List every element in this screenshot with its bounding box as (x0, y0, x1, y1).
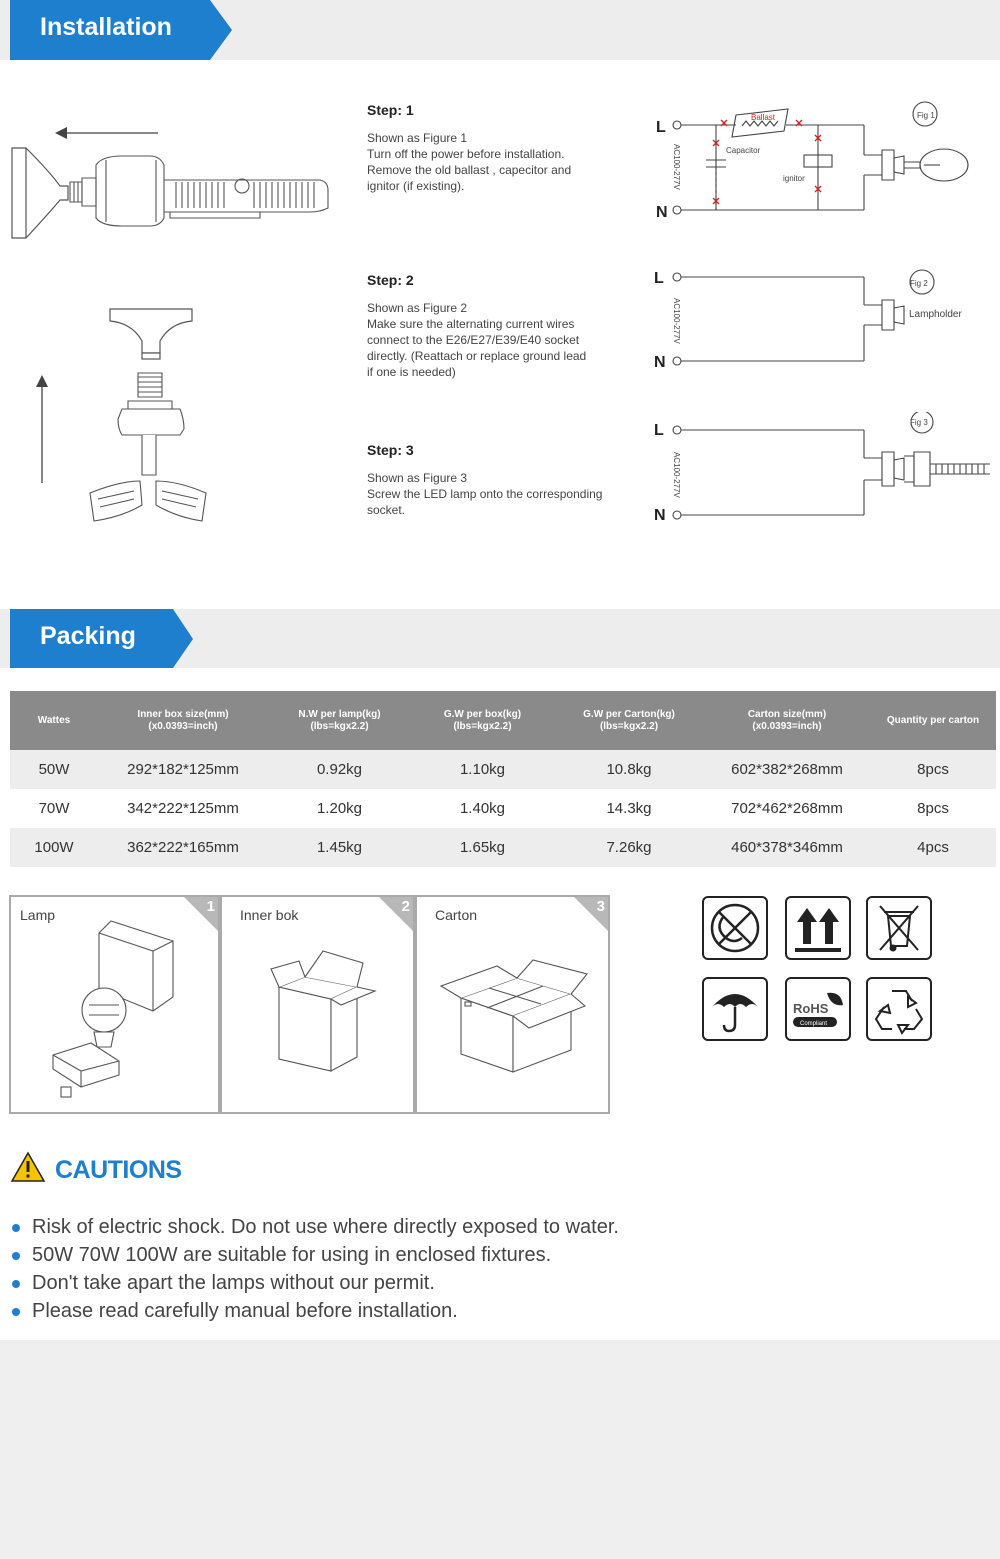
pack-box-inner-bok (220, 895, 415, 1114)
list-item: Risk of electric shock. Do not use where directly exposed to water. (12, 1213, 619, 1241)
socket-fixture-icon (12, 148, 68, 238)
cautions-heading: CAUTIONS (55, 1156, 182, 1184)
install-arrow-icon (36, 375, 48, 483)
table-cell: 342*222*125mm (127, 800, 239, 817)
pack-box-inner-bok-number: 2 (401, 898, 410, 915)
table-cell: 8pcs (917, 800, 949, 817)
fig2-voltage-label: AC100-277V (672, 298, 681, 344)
table-cell: 1.10kg (411, 750, 554, 789)
list-item: Please read carefully manual before installation. (12, 1297, 619, 1325)
lamp-install-illustration (30, 305, 230, 535)
fig2-lampholder-label: Lampholder (909, 309, 962, 320)
pack-box-lamp-title: Lamp (20, 907, 56, 923)
pack-box-lamp (9, 895, 220, 1114)
lamp-removal-illustration (10, 120, 330, 245)
packing-tab-arrow (173, 609, 193, 668)
step-2-title: Step: 2 (367, 272, 414, 288)
table-cell: 292*182*125mm (98, 750, 268, 789)
table-cell: 50W (10, 750, 98, 789)
fig3-tag: Fig 3 (910, 418, 928, 427)
pack-box-carton-number: 3 (596, 898, 605, 915)
installation-header-band (0, 0, 1000, 60)
table-row (10, 789, 996, 828)
fig1-capacitor-label: Capacitor (726, 146, 761, 155)
table-cell: 702*462*268mm (731, 800, 843, 817)
header-quantity-per-carton: Quantity per carton (870, 691, 996, 750)
table-cell: 602*382*268mm (704, 750, 870, 789)
header-inner-box-size: Inner box size(mm) (x0.0393=inch) (98, 691, 268, 750)
installation-tab-arrow (210, 0, 232, 60)
installation-header-tab (10, 0, 210, 60)
deformable-led-lamp-icon (90, 373, 206, 521)
step-1-title: Step: 1 (367, 102, 414, 118)
step-2-body: Shown as Figure 2 Make sure the alternating current wires connect to the E26/E27/E39/E40 socket directly. (Reattach or replace ground lead if one is needed) (367, 301, 587, 379)
fig3-neutral-label: N (654, 507, 666, 524)
table-cell: 100W (10, 828, 98, 867)
inner-box-icon (267, 947, 382, 1077)
fig1-ignitor-label: ignitor (783, 174, 805, 183)
packing-table-header-row (10, 691, 996, 750)
table-cell: 70W (38, 800, 70, 817)
no-hooks-icon (702, 896, 768, 960)
fig3-line-label: L (654, 422, 664, 439)
wiring-figure-2 (650, 262, 990, 374)
table-cell: 0.92kg (268, 750, 411, 789)
table-row (10, 828, 996, 867)
ceiling-socket-icon (110, 309, 192, 359)
fig1-line-label: L (656, 119, 666, 136)
table-cell: 10.8kg (554, 750, 704, 789)
step-3-title: Step: 3 (367, 442, 414, 458)
table-cell: 362*222*165mm (98, 828, 268, 867)
step-3-body: Shown as Figure 3 Screw the LED lamp onto the corresponding socket. (367, 471, 603, 517)
packing-heading: Packing (40, 622, 136, 650)
list-item: 50W 70W 100W are suitable for using in enclosed fixtures. (12, 1241, 619, 1269)
step-3 (367, 442, 627, 518)
fig1-ballast-label: Ballast (751, 113, 776, 122)
table-cell: 14.3kg (606, 800, 652, 817)
step-2 (367, 272, 627, 380)
led-lamp-side-icon (70, 156, 328, 226)
keep-dry-icon (702, 977, 768, 1041)
recycle-icon (866, 977, 932, 1041)
fig2-neutral-label: N (654, 354, 666, 371)
table-cell: 460*378*346mm (704, 828, 870, 867)
pack-box-carton-title: Carton (435, 907, 478, 923)
weee-bin-icon (866, 896, 932, 960)
installation-heading: Installation (40, 13, 172, 41)
pack-box-inner-bok-title: Inner bok (240, 907, 299, 923)
fig1-tag: Fig 1 (917, 111, 935, 120)
header-nw-per-lamp: N.W per lamp(kg) (lbs=kgx2.2) (268, 691, 411, 750)
table-cell: 4pcs (870, 828, 996, 867)
step-1 (367, 102, 627, 194)
fig1-neutral-label: N (656, 204, 668, 221)
footer-band (0, 1340, 1000, 1559)
packing-header-tab (10, 609, 173, 668)
table-cell: 1.40kg (459, 800, 506, 817)
lamp-exploded-icon (41, 915, 191, 1105)
list-item: Don't take apart the lamps without our permit. (12, 1269, 619, 1297)
header-carton-size: Carton size(mm) (x0.0393=inch) (704, 691, 870, 750)
fig2-tag: Fig 2 (910, 279, 928, 288)
table-row (10, 750, 996, 789)
wiring-figure-3 (650, 412, 990, 524)
header-gw-per-carton: G.W per Carton(kg) (lbs=kgx2.2) (554, 691, 704, 750)
wiring-figure-1 (650, 100, 990, 225)
cautions-list (12, 1213, 619, 1325)
step-1-body: Shown as Figure 1 Turn off the power before installation. Remove the old ballast , capecitor and ignitor (if existing). (367, 131, 572, 193)
table-cell: 1.20kg (316, 800, 363, 817)
table-cell: 8pcs (870, 750, 996, 789)
header-wattes: Wattes (10, 691, 98, 750)
warning-triangle-icon (10, 1151, 46, 1183)
removal-arrow-icon (55, 127, 158, 139)
pack-box-carton (415, 895, 610, 1114)
packing-table (10, 691, 996, 867)
packing-header-band (0, 609, 1000, 668)
fig1-voltage-label: AC100-277V (672, 144, 681, 190)
fig3-voltage-label: AC100-277V (672, 452, 681, 498)
fig2-line-label: L (654, 270, 664, 287)
table-cell: 1.65kg (411, 828, 554, 867)
table-cell: 7.26kg (554, 828, 704, 867)
rohs-text: RoHS (793, 1001, 829, 1016)
carton-box-icon (437, 952, 597, 1077)
pack-box-lamp-number: 1 (206, 898, 215, 915)
this-way-up-icon (785, 896, 851, 960)
table-cell: 1.45kg (268, 828, 411, 867)
compliant-text: Compliant (800, 1021, 828, 1027)
rohs-compliant-icon (785, 977, 851, 1041)
header-gw-per-box: G.W per box(kg) (lbs=kgx2.2) (411, 691, 554, 750)
